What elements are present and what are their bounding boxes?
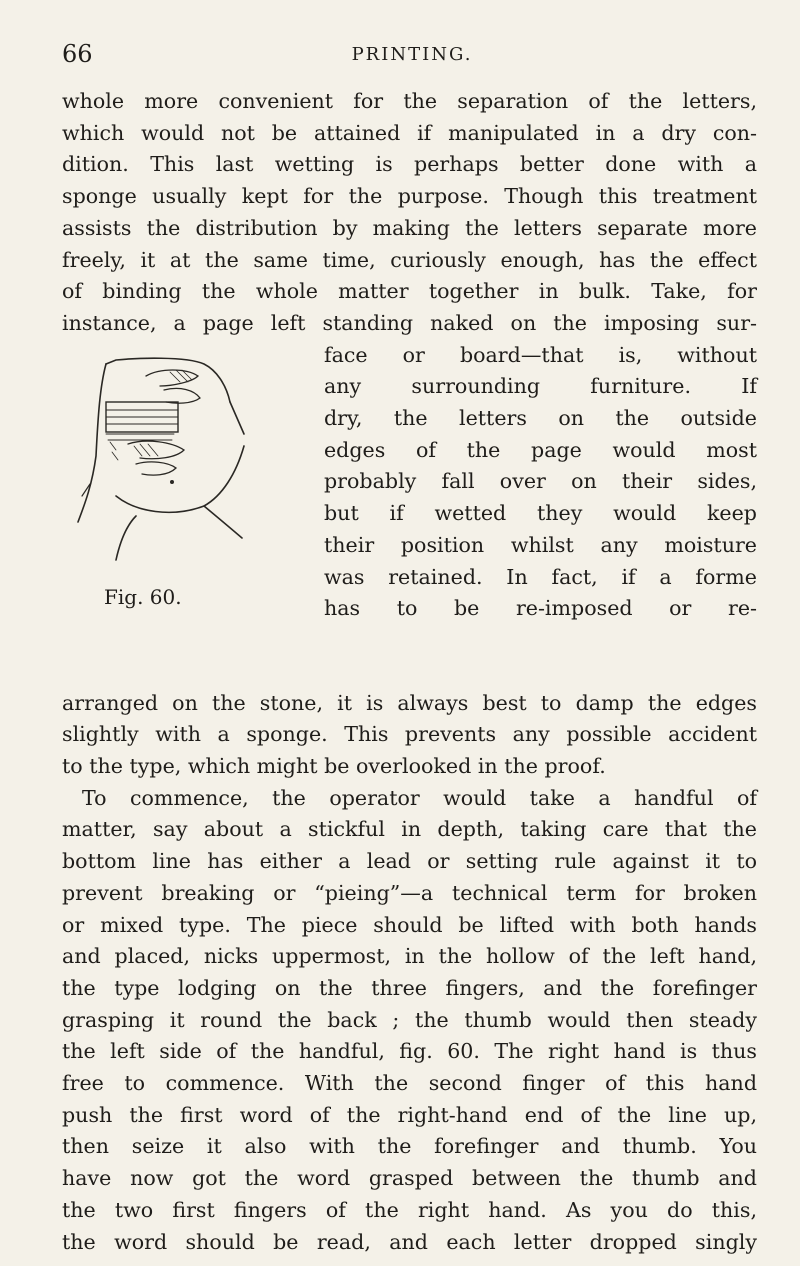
text-line: face or board—that is, without [324,342,757,367]
body-text [62,86,757,1258]
page-number: 66 [62,40,93,68]
text-line: slightly with a sponge. This prevents any possible accident [62,722,757,747]
figure-caption: Fig. 60. [104,584,182,609]
text-line: or mixed type. The piece should be lifted with both hands [62,912,757,937]
text-line: matter, say about a stickful in depth, taking care that the [62,817,757,842]
text-line: dition. This last wetting is perhaps better done with a [62,152,757,177]
text-line: any surrounding furniture. If [324,374,757,399]
page-header [62,40,762,70]
text-line: whole more convenient for the separation of the letters, [62,89,757,113]
text-line: then seize it also with the forefinger and thumb. You [62,1134,757,1159]
text-line: instance, a page left standing naked on the imposing sur- [62,310,757,335]
text-line: push the first word of the right-hand end of the line up, [62,1102,757,1127]
running-head: PRINTING. [351,44,473,65]
text-line: the type lodging on the three fingers, and the forefinger [62,975,757,1000]
text-line: of binding the whole matter together in bulk. Take, for [62,279,757,304]
text-line: but if wetted they would keep [324,501,757,526]
text-line: arranged on the stone, it is always best to damp the edges [62,690,757,715]
text-line: freely, it at the same time, curiously enough, has the effect [62,247,757,272]
text-line: the two first fingers of the right hand. As you do this, [62,1197,757,1222]
text-line: prevent breaking or “pieing”—a technical term for broken [62,880,757,905]
paragraph-bottom [62,688,757,1259]
text-line: the left side of the handful, fig. 60. The right hand is thus [62,1039,757,1064]
text-line: and placed, nicks uppermost, in the hollow of the left hand, [62,944,757,969]
text-line: edges of the page would most [324,437,757,462]
paragraph-top [62,86,757,340]
hand-holding-type-illustration [76,346,256,576]
text-line: which would not be attained if manipulated in a dry con- [62,120,757,145]
text-line: dry, the letters on the outside [324,406,757,431]
text-line: sponge usually kept for the purpose. Though this treatment [62,184,757,209]
text-line: grasping it round the back ; the thumb would then steady [62,1007,757,1032]
text-line: has to be re-imposed or re- [324,596,757,621]
text-line: bottom line has either a lead or setting rule against it to [62,849,757,874]
text-line: assists the distribution by making the letters separate more [62,215,757,240]
figure-wrap-block [62,340,757,688]
wrapped-text-column [324,340,757,625]
text-line: free to commence. With the second finger of this hand [62,1071,757,1096]
text-line: to the type, which might be overlooked in the proof. [62,754,606,779]
text-line: was retained. In fact, if a forme [324,564,757,589]
text-line: To commence, the operator would take a handful of [82,785,757,810]
text-line: have now got the word grasped between the thumb and [62,1166,757,1191]
figure-60 [76,346,256,656]
text-line: their position whilst any moisture [324,532,757,557]
text-line: probably fall over on their sides, [324,469,757,494]
text-line: the word should be read, and each letter dropped singly [62,1229,757,1254]
